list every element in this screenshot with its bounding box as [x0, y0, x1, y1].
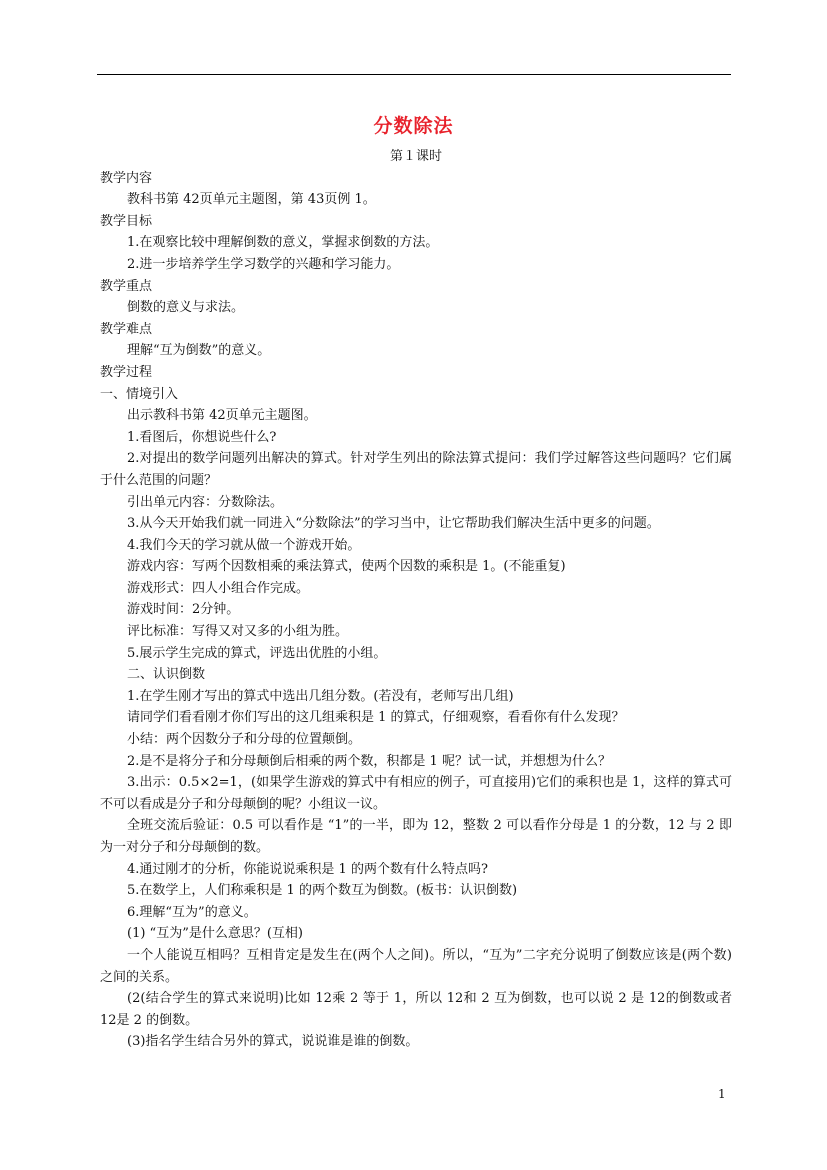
document-body: [100, 146, 732, 1053]
body-line: 二、认识倒数: [127, 667, 206, 683]
lesson-label: 第１课时: [389, 149, 442, 164]
body-line: 引出单元内容：分数除法。: [127, 494, 284, 510]
page-number: 1: [718, 1087, 726, 1101]
body-line: 倒数的意义与求法。: [127, 300, 245, 316]
body-line: 1.看图后，你想说些什么?: [127, 429, 277, 445]
body-line: 2.对提出的数学问题列出解决的算式。针对学生列出的除法算式提问：我们学过解答这些问题吗？它们属于什么范围的问题？: [100, 451, 732, 488]
body-line: (1) “互为”是什么意思？(互相): [127, 926, 303, 942]
body-line: 2.进一步培养学生学习数学的兴趣和学习能力。: [127, 256, 400, 272]
body-line: 1.在观察比较中理解倒数的意义，掌握求倒数的方法。: [127, 235, 439, 251]
body-line: (2(结合学生的算式来说明)比如 12乘 2 等于 1，所以 12和 2 互为倒数，也可以说 2 是 12的倒数或者 12是 2 的倒数。: [100, 991, 732, 1028]
body-line: 4.我们今天的学习就从做一个游戏开始。: [127, 537, 361, 553]
body-line: 教科书第 42页单元主题图，第 43页例 1。: [127, 192, 376, 208]
document-title: 分数除法: [373, 115, 454, 137]
section-heading: 教学过程: [100, 364, 153, 380]
body-line: 评比标准：写得又对又多的小组为胜。: [127, 624, 349, 640]
body-line: 全班交流后验证：0.5 可以看作是 “1”的一半，即为 12，整数 2 可以看作分母是 1 的分数，12 与 2 即为一对分子和分母颠倒的数。: [100, 818, 732, 855]
header-rule: [97, 74, 731, 75]
body-line: 出示教科书第 42页单元主题图。: [127, 408, 317, 424]
body-line: 请同学们看看刚才你们写出的这几组乘积是 1 的算式，仔细观察，看看你有什么发现？: [127, 710, 625, 726]
section-heading: 教学重点: [100, 278, 153, 294]
body-line: 游戏形式：四人小组合作完成。: [127, 580, 310, 596]
body-line: 小结：两个因数分子和分母的位置颠倒。: [127, 732, 362, 748]
body-line: 理解“互为倒数”的意义。: [127, 343, 271, 359]
section-heading: 教学难点: [100, 321, 153, 337]
body-line: 1.在学生刚才写出的算式中选出几组分数。(若没有，老师写出几组): [127, 688, 514, 704]
body-line: 2.是不是将分子和分母颠倒后相乘的两个数，积都是 1 呢？试一试，并想想为什么？: [127, 753, 611, 769]
section-heading: 一、情境引入: [100, 386, 179, 402]
body-line: 一个人能说互相吗？互相肯定是发生在(两个人之间)。所以，“互为”二字充分说明了倒数应该是(两个数)之间的关系。: [100, 947, 732, 985]
body-line: 4.通过刚才的分析，你能说说乘积是 1 的两个数有什么特点吗?: [127, 861, 488, 877]
section-heading: 教学内容: [100, 170, 153, 186]
body-line: 游戏内容：写两个因数相乘的乘法算式，使两个因数的乘积是 1。(不能重复): [127, 559, 566, 575]
section-heading: 教学目标: [100, 213, 153, 229]
body-line: 6.理解“互为”的意义。: [127, 904, 257, 920]
body-line: 游戏时间：2分钟。: [127, 602, 240, 618]
body-line: (3)指名学生结合另外的算式，说说谁是谁的倒数。: [127, 1034, 419, 1050]
body-line: 5.在数学上，人们称乘积是 1 的两个数互为倒数。(板书：认识倒数): [127, 883, 518, 899]
body-line: 5.展示学生完成的算式，评选出优胜的小组。: [127, 645, 387, 661]
body-line: 3.出示：0.5×2=1，(如果学生游戏的算式中有相应的例子，可直接用)它们的乘积也是 1，这样的算式可不可以看成是分子和分母颠倒的呢？小组议一议。: [100, 775, 732, 812]
body-line: 3.从今天开始我们就一同进入“分数除法”的学习当中，让它帮助我们解决生活中更多的问题。: [127, 516, 660, 532]
